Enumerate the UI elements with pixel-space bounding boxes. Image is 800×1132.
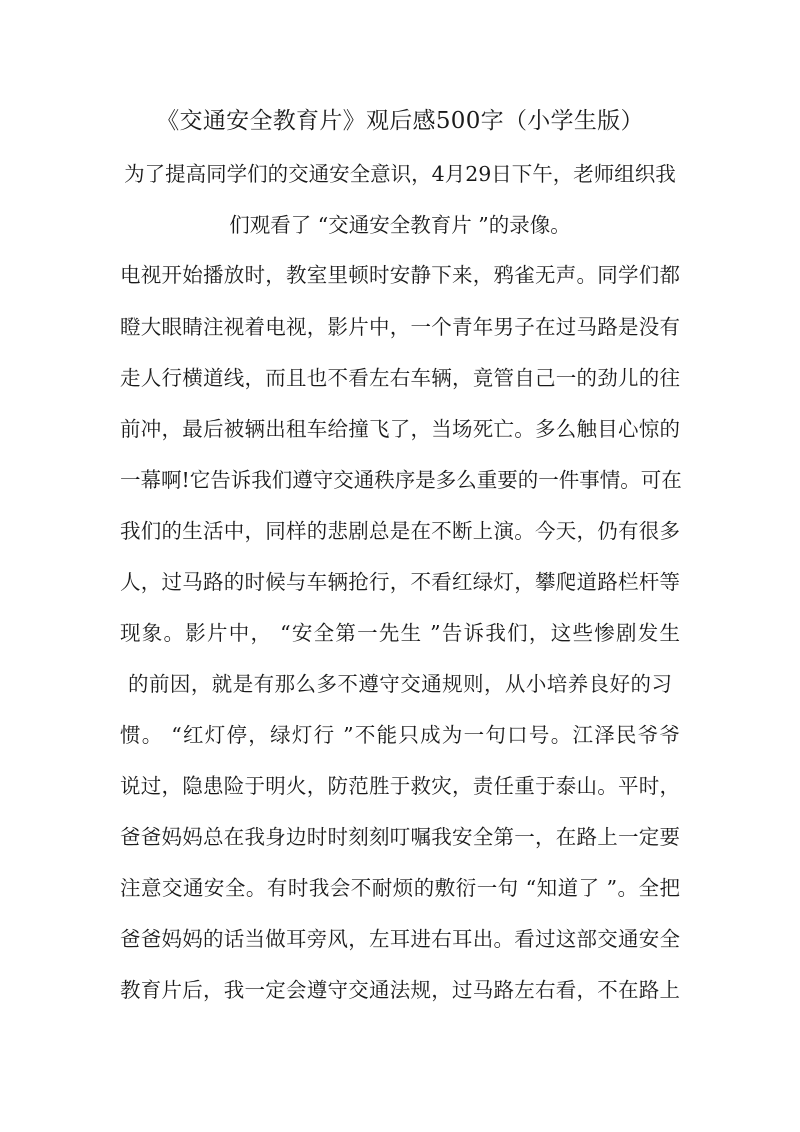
paragraph-line: 现象。影片中， “安全第一先生 ”告诉我们，这些惨剧发生 (120, 621, 680, 645)
paragraph-line: 的前因，就是有那么多不遵守交通规则，从小培养良好的习 (128, 672, 672, 696)
paragraph-line: 注意交通安全。有时我会不耐烦的敷衍一句 “知道了 ”。全把 (120, 876, 680, 900)
paragraph-line: 一幕啊!它告诉我们遵守交通秩序是多么重要的一件事情。可在 (120, 468, 682, 492)
paragraph-line: 人，过马路的时候与车辆抢行，不看红绿灯，攀爬道路栏杆等 (120, 570, 680, 594)
paragraph-line: 瞪大眼睛注视着电视，影片中，一个青年男子在过马路是没有 (120, 315, 680, 339)
paragraph-line: 电视开始播放时，教室里顿时安静下来，鸦雀无声。同学们都 (120, 263, 680, 287)
paragraph-line: 爸爸妈妈总在我身边时时刻刻叮嘱我安全第一，在路上一定要 (120, 825, 680, 849)
document-title: 《交通安全教育片》观后感500字（小学生版） (156, 108, 644, 134)
paragraph-line: 说过，隐患险于明火，防范胜于救灾，责任重于泰山。平时， (120, 774, 680, 798)
paragraph-line: 我们的生活中，同样的悲剧总是在不断上演。今天，仍有很多 (120, 519, 680, 543)
paragraph-line: 爸爸妈妈的话当做耳旁风，左耳进右耳出。看过这部交通安全 (120, 927, 680, 951)
intro-line-1: 为了提高同学们的交通安全意识，4月29日下午，老师组织我 (124, 162, 676, 186)
paragraph-line: 教育片后，我一定会遵守交通法规，过马路左右看，不在路上 (120, 978, 680, 1002)
paragraph-line: 惯。 “红灯停，绿灯行 ”不能只成为一句口号。江泽民爷爷 (120, 723, 680, 747)
paragraph-line: 走人行横道线，而且也不看左右车辆，竟管自己一的劲儿的往 (120, 366, 680, 390)
paragraph-line: 前冲，最后被辆出租车给撞飞了，当场死亡。多么触目心惊的 (120, 417, 680, 441)
intro-line-2: 们观看了 “交通安全教育片 ”的录像。 (229, 213, 571, 237)
